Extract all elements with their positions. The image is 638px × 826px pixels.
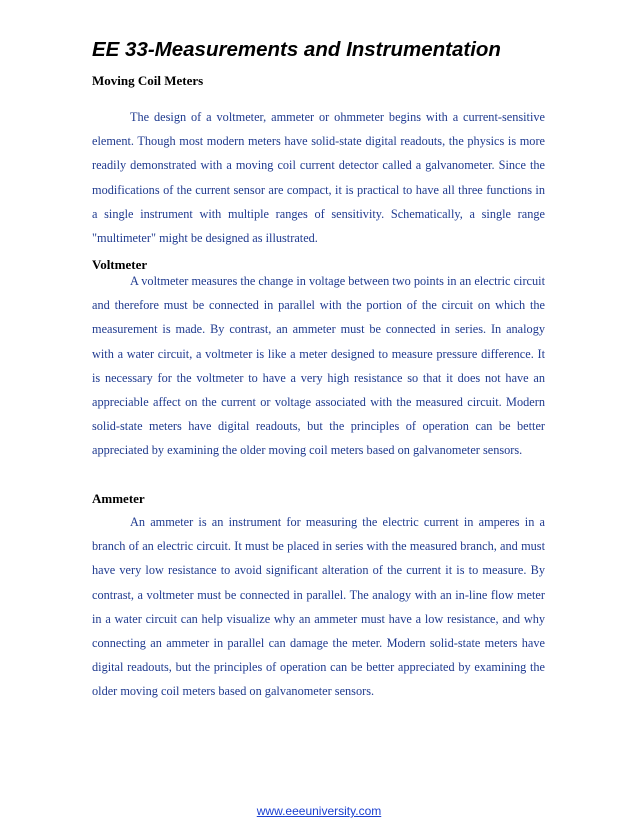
section-body-moving-coil-meters: The design of a voltmeter, ammeter or ohmmeter begins with a current-sensitive element. Though most modern meters have solid-state digital readouts, the physics is more readily demonstrated with a moving coil current detector called a galvanometer. Since the modifications of the current sensor are compact, it is practical to have all three functions in a single instrument with multiple ranges of sensitivity. Schematically, a single range "multimeter" might be designed as illustrated.	[92, 110, 545, 246]
section-body-ammeter: An ammeter is an instrument for measuring the electric current in amperes in a branch of an electric circuit. It must be placed in series with the measured branch, and must have very low resistance to avoid significant alteration of the current it is to measure. By contrast, a voltmeter must be connected in parallel. The analogy with an in-line flow meter in a water circuit can help visualize why an ammeter must have a low resistance, and why connecting an ammeter in parallel can damage the meter. Modern solid-state meters have digital readouts, but the principles of operation can be better appreciated by examining the older moving coil meters based on galvanometer sensors.	[92, 515, 545, 699]
section-heading-ammeter: Ammeter	[92, 491, 145, 506]
footer-website-link[interactable]: www.eeeuniversity.com	[256, 804, 382, 818]
section-heading-voltmeter: Voltmeter	[92, 257, 148, 272]
section-heading-moving-coil-meters: Moving Coil Meters	[92, 73, 204, 88]
section-body-voltmeter: A voltmeter measures the change in voltage between two points in an electric circuit and therefore must be connected in parallel with the portion of the circuit on which the measurement is made. By contrast, an ammeter must be connected in series. In analogy with a water circuit, a voltmeter is like a meter designed to measure pressure difference. It is necessary for the voltmeter to have a very high resistance so that it does not have an appreciable affect on the current or voltage associated with the measured circuit. Modern solid-state meters have digital readouts, but the principles of operation can be better appreciated by examining the older moving coil meters based on galvanometer sensors.	[92, 274, 545, 458]
page-title: EE 33-Measurements and Instrumentation	[92, 38, 501, 61]
